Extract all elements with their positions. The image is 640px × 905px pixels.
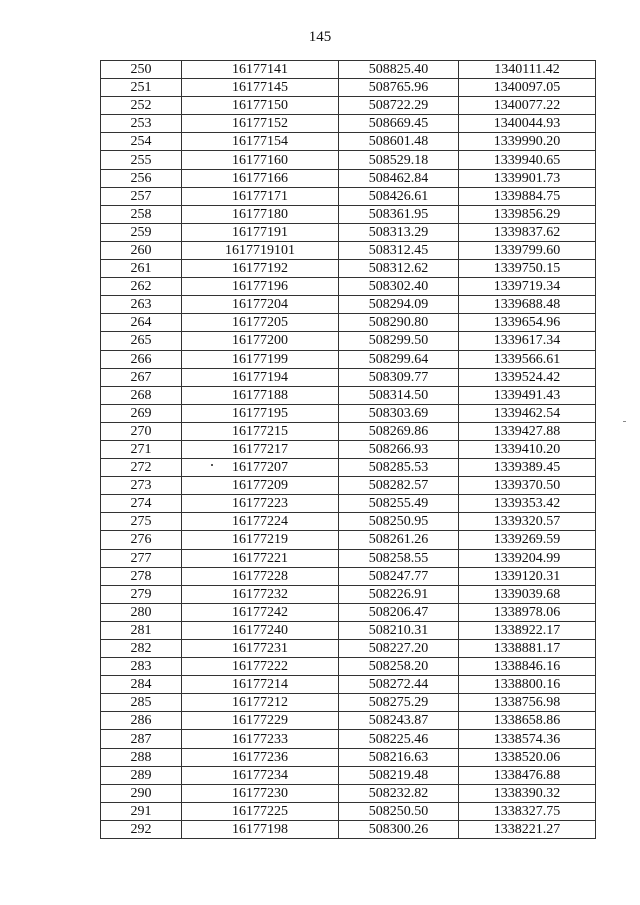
y-coordinate-cell: 1339204.99 xyxy=(459,549,596,567)
row-index-cell: 252 xyxy=(101,97,182,115)
point-id-cell: 16177219 xyxy=(182,531,339,549)
row-index-cell: 266 xyxy=(101,350,182,368)
table-row xyxy=(101,531,596,549)
x-coordinate-cell: 508299.64 xyxy=(339,350,459,368)
y-coordinate-cell: 1338846.16 xyxy=(459,658,596,676)
point-id-cell: 16177223 xyxy=(182,495,339,513)
x-coordinate-cell: 508210.31 xyxy=(339,621,459,639)
row-index-cell: 257 xyxy=(101,187,182,205)
x-coordinate-cell: 508282.57 xyxy=(339,477,459,495)
x-coordinate-cell: 508529.18 xyxy=(339,151,459,169)
point-id-cell: 16177141 xyxy=(182,61,339,79)
x-coordinate-cell: 508255.49 xyxy=(339,495,459,513)
y-coordinate-cell: 1339799.60 xyxy=(459,241,596,259)
y-coordinate-cell: 1339940.65 xyxy=(459,151,596,169)
x-coordinate-cell: 508275.29 xyxy=(339,694,459,712)
table-row xyxy=(101,477,596,495)
table-row xyxy=(101,205,596,223)
y-coordinate-cell: 1339389.45 xyxy=(459,459,596,477)
table-row xyxy=(101,133,596,151)
row-index-cell: 281 xyxy=(101,621,182,639)
table-row xyxy=(101,332,596,350)
point-id-cell: 16177145 xyxy=(182,79,339,97)
y-coordinate-cell: 1338574.36 xyxy=(459,730,596,748)
x-coordinate-cell: 508825.40 xyxy=(339,61,459,79)
x-coordinate-cell: 508258.55 xyxy=(339,549,459,567)
row-index-cell: 259 xyxy=(101,223,182,241)
table-row xyxy=(101,585,596,603)
table-row xyxy=(101,694,596,712)
row-index-cell: 256 xyxy=(101,169,182,187)
point-id-cell: 16177199 xyxy=(182,350,339,368)
row-index-cell: 269 xyxy=(101,404,182,422)
row-index-cell: 273 xyxy=(101,477,182,495)
table-row xyxy=(101,169,596,187)
table-row xyxy=(101,513,596,531)
x-coordinate-cell: 508294.09 xyxy=(339,296,459,314)
point-id-cell: 16177191 xyxy=(182,223,339,241)
y-coordinate-cell: 1339837.62 xyxy=(459,223,596,241)
point-id-cell: 16177234 xyxy=(182,766,339,784)
table-row xyxy=(101,567,596,585)
row-index-cell: 292 xyxy=(101,820,182,838)
y-coordinate-cell: 1338327.75 xyxy=(459,802,596,820)
y-coordinate-cell: 1338520.06 xyxy=(459,748,596,766)
row-index-cell: 287 xyxy=(101,730,182,748)
x-coordinate-cell: 508272.44 xyxy=(339,676,459,694)
row-index-cell: 270 xyxy=(101,422,182,440)
x-coordinate-cell: 508313.29 xyxy=(339,223,459,241)
y-coordinate-cell: 1339462.54 xyxy=(459,404,596,422)
y-coordinate-cell: 1339039.68 xyxy=(459,585,596,603)
table-row xyxy=(101,422,596,440)
point-id-cell: 16177233 xyxy=(182,730,339,748)
x-coordinate-cell: 508765.96 xyxy=(339,79,459,97)
y-coordinate-cell: 1339427.88 xyxy=(459,422,596,440)
y-coordinate-cell: 1339120.31 xyxy=(459,567,596,585)
x-coordinate-cell: 508312.45 xyxy=(339,241,459,259)
row-index-cell: 288 xyxy=(101,748,182,766)
point-id-cell: 16177236 xyxy=(182,748,339,766)
x-coordinate-cell: 508426.61 xyxy=(339,187,459,205)
x-coordinate-cell: 508225.46 xyxy=(339,730,459,748)
row-index-cell: 271 xyxy=(101,440,182,458)
y-coordinate-cell: 1338922.17 xyxy=(459,621,596,639)
row-index-cell: 254 xyxy=(101,133,182,151)
row-index-cell: 260 xyxy=(101,241,182,259)
point-id-cell: 16177166 xyxy=(182,169,339,187)
point-id-cell: 16177230 xyxy=(182,784,339,802)
row-index-cell: 277 xyxy=(101,549,182,567)
row-index-cell: 284 xyxy=(101,676,182,694)
table-row xyxy=(101,61,596,79)
x-coordinate-cell: 508669.45 xyxy=(339,115,459,133)
point-id-cell: 16177221 xyxy=(182,549,339,567)
y-coordinate-cell: 1338978.06 xyxy=(459,603,596,621)
table-row xyxy=(101,368,596,386)
point-id-cell: 16177214 xyxy=(182,676,339,694)
table-row xyxy=(101,748,596,766)
x-coordinate-cell: 508361.95 xyxy=(339,205,459,223)
row-index-cell: 289 xyxy=(101,766,182,784)
point-id-cell: 16177232 xyxy=(182,585,339,603)
x-coordinate-cell: 508303.69 xyxy=(339,404,459,422)
table-row xyxy=(101,495,596,513)
point-id-cell: 16177240 xyxy=(182,621,339,639)
y-coordinate-cell: 1339353.42 xyxy=(459,495,596,513)
row-index-cell: 255 xyxy=(101,151,182,169)
point-id-cell: 16177152 xyxy=(182,115,339,133)
y-coordinate-cell: 1339901.73 xyxy=(459,169,596,187)
table-row xyxy=(101,404,596,422)
table-row xyxy=(101,820,596,838)
table-row xyxy=(101,115,596,133)
point-id-cell: 16177204 xyxy=(182,296,339,314)
x-coordinate-cell: 508314.50 xyxy=(339,386,459,404)
y-coordinate-cell: 1340077.22 xyxy=(459,97,596,115)
table-row xyxy=(101,151,596,169)
y-coordinate-cell: 1339491.43 xyxy=(459,386,596,404)
table-row xyxy=(101,278,596,296)
row-index-cell: 276 xyxy=(101,531,182,549)
y-coordinate-cell: 1340044.93 xyxy=(459,115,596,133)
table-row xyxy=(101,712,596,730)
row-index-cell: 265 xyxy=(101,332,182,350)
table-row xyxy=(101,79,596,97)
table-row xyxy=(101,658,596,676)
y-coordinate-cell: 1339617.34 xyxy=(459,332,596,350)
x-coordinate-cell: 508285.53 xyxy=(339,459,459,477)
x-coordinate-cell: 508227.20 xyxy=(339,640,459,658)
row-index-cell: 278 xyxy=(101,567,182,585)
x-coordinate-cell: 508243.87 xyxy=(339,712,459,730)
point-id-cell: 16177188 xyxy=(182,386,339,404)
row-index-cell: 267 xyxy=(101,368,182,386)
row-index-cell: 279 xyxy=(101,585,182,603)
point-id-cell: 16177195 xyxy=(182,404,339,422)
point-id-cell: 16177209 xyxy=(182,477,339,495)
stray-dot-mark xyxy=(211,464,213,466)
y-coordinate-cell: 1339884.75 xyxy=(459,187,596,205)
x-coordinate-cell: 508290.80 xyxy=(339,314,459,332)
x-coordinate-cell: 508312.62 xyxy=(339,260,459,278)
y-coordinate-cell: 1339269.59 xyxy=(459,531,596,549)
row-index-cell: 272 xyxy=(101,459,182,477)
point-id-cell: 16177212 xyxy=(182,694,339,712)
row-index-cell: 264 xyxy=(101,314,182,332)
y-coordinate-cell: 1338476.88 xyxy=(459,766,596,784)
table-row xyxy=(101,640,596,658)
point-id-cell: 16177154 xyxy=(182,133,339,151)
x-coordinate-cell: 508247.77 xyxy=(339,567,459,585)
page-number: 145 xyxy=(308,29,332,45)
y-coordinate-cell: 1338800.16 xyxy=(459,676,596,694)
y-coordinate-cell: 1338658.86 xyxy=(459,712,596,730)
point-id-cell: 16177198 xyxy=(182,820,339,838)
row-index-cell: 253 xyxy=(101,115,182,133)
table-row xyxy=(101,296,596,314)
margin-mark xyxy=(623,421,626,422)
point-id-cell: 16177215 xyxy=(182,422,339,440)
row-index-cell: 285 xyxy=(101,694,182,712)
x-coordinate-cell: 508250.95 xyxy=(339,513,459,531)
x-coordinate-cell: 508261.26 xyxy=(339,531,459,549)
point-id-cell: 16177205 xyxy=(182,314,339,332)
y-coordinate-cell: 1339856.29 xyxy=(459,205,596,223)
point-id-cell: 16177231 xyxy=(182,640,339,658)
x-coordinate-cell: 508269.86 xyxy=(339,422,459,440)
y-coordinate-cell: 1340097.05 xyxy=(459,79,596,97)
y-coordinate-cell: 1339719.34 xyxy=(459,278,596,296)
row-index-cell: 261 xyxy=(101,260,182,278)
y-coordinate-cell: 1338390.32 xyxy=(459,784,596,802)
row-index-cell: 250 xyxy=(101,61,182,79)
point-id-cell: 16177242 xyxy=(182,603,339,621)
y-coordinate-cell: 1339990.20 xyxy=(459,133,596,151)
y-coordinate-cell: 1339654.96 xyxy=(459,314,596,332)
table-row xyxy=(101,802,596,820)
row-index-cell: 268 xyxy=(101,386,182,404)
point-id-cell: 16177180 xyxy=(182,205,339,223)
point-id-cell: 16177150 xyxy=(182,97,339,115)
point-id-cell: 16177224 xyxy=(182,513,339,531)
row-index-cell: 280 xyxy=(101,603,182,621)
point-id-cell: 16177228 xyxy=(182,567,339,585)
point-id-cell: 16177222 xyxy=(182,658,339,676)
table-row xyxy=(101,766,596,784)
table-body xyxy=(101,61,596,839)
table-row xyxy=(101,459,596,477)
table-row xyxy=(101,314,596,332)
table-row xyxy=(101,603,596,621)
point-id-cell: 16177194 xyxy=(182,368,339,386)
point-id-cell: 16177225 xyxy=(182,802,339,820)
point-id-cell: 16177229 xyxy=(182,712,339,730)
point-id-cell: 16177217 xyxy=(182,440,339,458)
table-row xyxy=(101,241,596,259)
table-row xyxy=(101,676,596,694)
table-row xyxy=(101,97,596,115)
y-coordinate-cell: 1339370.50 xyxy=(459,477,596,495)
point-id-cell: 16177200 xyxy=(182,332,339,350)
table-row xyxy=(101,621,596,639)
coordinates-table xyxy=(100,60,596,839)
x-coordinate-cell: 508300.26 xyxy=(339,820,459,838)
y-coordinate-cell: 1339688.48 xyxy=(459,296,596,314)
row-index-cell: 262 xyxy=(101,278,182,296)
y-coordinate-cell: 1338756.98 xyxy=(459,694,596,712)
table-row xyxy=(101,440,596,458)
row-index-cell: 286 xyxy=(101,712,182,730)
table-row xyxy=(101,223,596,241)
point-id-cell: 16177160 xyxy=(182,151,339,169)
table-row xyxy=(101,260,596,278)
x-coordinate-cell: 508309.77 xyxy=(339,368,459,386)
table-row xyxy=(101,350,596,368)
y-coordinate-cell: 1339524.42 xyxy=(459,368,596,386)
row-index-cell: 290 xyxy=(101,784,182,802)
row-index-cell: 251 xyxy=(101,79,182,97)
x-coordinate-cell: 508258.20 xyxy=(339,658,459,676)
table-row xyxy=(101,187,596,205)
point-id-cell: 16177207 xyxy=(182,459,339,477)
y-coordinate-cell: 1338881.17 xyxy=(459,640,596,658)
x-coordinate-cell: 508216.63 xyxy=(339,748,459,766)
table-row xyxy=(101,784,596,802)
x-coordinate-cell: 508226.91 xyxy=(339,585,459,603)
x-coordinate-cell: 508601.48 xyxy=(339,133,459,151)
y-coordinate-cell: 1339320.57 xyxy=(459,513,596,531)
table-row xyxy=(101,730,596,748)
y-coordinate-cell: 1338221.27 xyxy=(459,820,596,838)
row-index-cell: 282 xyxy=(101,640,182,658)
table-row xyxy=(101,549,596,567)
row-index-cell: 258 xyxy=(101,205,182,223)
x-coordinate-cell: 508462.84 xyxy=(339,169,459,187)
row-index-cell: 283 xyxy=(101,658,182,676)
row-index-cell: 263 xyxy=(101,296,182,314)
row-index-cell: 275 xyxy=(101,513,182,531)
x-coordinate-cell: 508299.50 xyxy=(339,332,459,350)
point-id-cell: 16177192 xyxy=(182,260,339,278)
table-row xyxy=(101,386,596,404)
row-index-cell: 274 xyxy=(101,495,182,513)
y-coordinate-cell: 1339750.15 xyxy=(459,260,596,278)
y-coordinate-cell: 1340111.42 xyxy=(459,61,596,79)
point-id-cell: 1617719101 xyxy=(182,241,339,259)
x-coordinate-cell: 508232.82 xyxy=(339,784,459,802)
y-coordinate-cell: 1339566.61 xyxy=(459,350,596,368)
point-id-cell: 16177196 xyxy=(182,278,339,296)
x-coordinate-cell: 508206.47 xyxy=(339,603,459,621)
x-coordinate-cell: 508266.93 xyxy=(339,440,459,458)
x-coordinate-cell: 508302.40 xyxy=(339,278,459,296)
x-coordinate-cell: 508219.48 xyxy=(339,766,459,784)
x-coordinate-cell: 508250.50 xyxy=(339,802,459,820)
row-index-cell: 291 xyxy=(101,802,182,820)
point-id-cell: 16177171 xyxy=(182,187,339,205)
y-coordinate-cell: 1339410.20 xyxy=(459,440,596,458)
x-coordinate-cell: 508722.29 xyxy=(339,97,459,115)
